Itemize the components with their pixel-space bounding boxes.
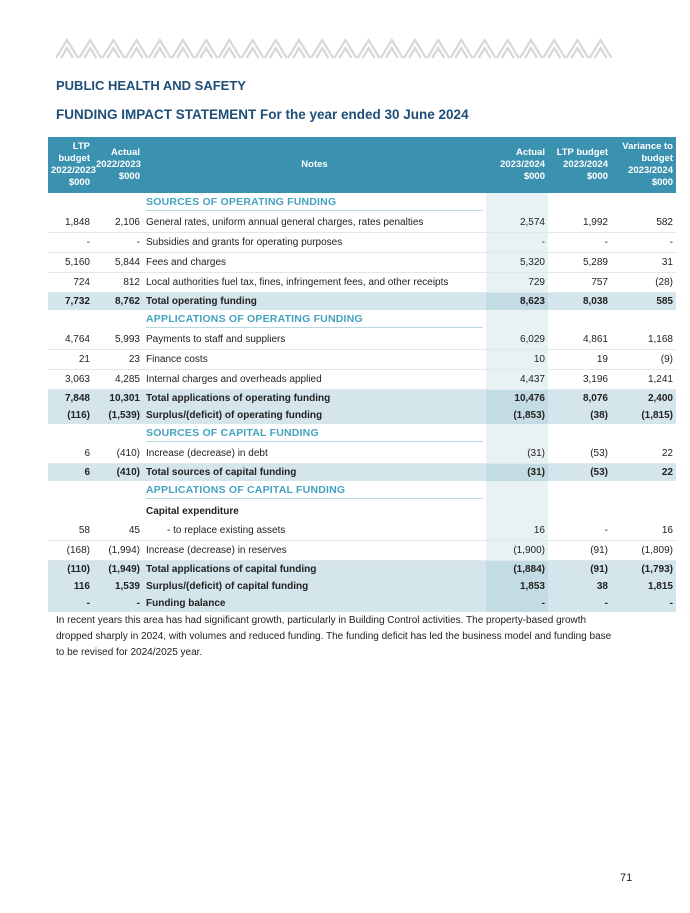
cell-actual-prev: (1,949): [93, 561, 143, 579]
cell-notes: Total applications of operating funding: [143, 390, 486, 408]
cell-variance: (28): [611, 273, 676, 293]
cell-actual-prev: (1,994): [93, 541, 143, 561]
cell-actual-cur: 1,853: [486, 578, 548, 595]
cell-actual-prev: 8,762: [93, 293, 143, 311]
cell-actual-cur: (31): [486, 464, 548, 482]
cell-actual-cur: 16: [486, 521, 548, 541]
cell-variance: -: [611, 233, 676, 253]
cell-notes: Increase (decrease) in reserves: [143, 541, 486, 561]
cell-notes: Capital expenditure: [146, 505, 239, 517]
table-row: [48, 521, 676, 541]
cell-actual-cur: (1,884): [486, 561, 548, 579]
cell-ltp-budget-prev: (110): [48, 561, 93, 579]
cell-ltp-budget-cur: 4,861: [548, 330, 611, 350]
cell-actual-cur: -: [486, 233, 548, 253]
table-header-row: [48, 137, 676, 193]
cell-actual-prev: 23: [93, 350, 143, 370]
cell-ltp-budget-prev: -: [48, 595, 93, 612]
decorative-pattern-banner: [56, 38, 612, 60]
cell-notes: Total operating funding: [143, 293, 486, 311]
table-row: [48, 330, 676, 350]
cell-notes: Surplus/(deficit) of operating funding: [143, 407, 486, 424]
cell-ltp-budget-prev: 5,160: [48, 253, 93, 273]
cell-ltp-budget-cur: (91): [548, 541, 611, 561]
cell-ltp-budget-cur: 19: [548, 350, 611, 370]
cell-variance: 1,815: [611, 578, 676, 595]
cell-variance: [611, 501, 676, 521]
cell-ltp-budget-prev: 21: [48, 350, 93, 370]
section-header-label: APPLICATIONS OF OPERATING FUNDING: [143, 310, 486, 330]
cell-ltp-budget-cur: -: [548, 595, 611, 612]
cell-actual-cur: (1,900): [486, 541, 548, 561]
cell-variance: 22: [611, 464, 676, 482]
cell-ltp-budget-cur: (53): [548, 444, 611, 464]
col-ltp-budget-cur: LTP budget 2023/2024 $000: [548, 137, 611, 193]
funding-impact-table: [48, 137, 676, 612]
cell-variance: 582: [611, 213, 676, 233]
table-row: [48, 350, 676, 370]
cell-notes: Increase (decrease) in debt: [143, 444, 486, 464]
cell-ltp-budget-prev: 7,732: [48, 293, 93, 311]
section-header-row: [48, 424, 676, 444]
page-title: FUNDING IMPACT STATEMENT For the year ended 30 June 2024: [56, 107, 469, 122]
table-row: [48, 213, 676, 233]
cell-ltp-budget-prev: -: [48, 233, 93, 253]
cell-ltp-budget-cur: 1,992: [548, 213, 611, 233]
cell-actual-cur: 4,437: [486, 370, 548, 390]
cell-actual-prev: (410): [93, 464, 143, 482]
cell-ltp-budget-cur: 5,289: [548, 253, 611, 273]
cell-ltp-budget-prev: 6: [48, 464, 93, 482]
cell-variance: 31: [611, 253, 676, 273]
cell-ltp-budget-prev: 4,764: [48, 330, 93, 350]
col-variance: Variance to budget 2023/2024 $000: [611, 137, 676, 193]
cell-notes: Total sources of capital funding: [143, 464, 486, 482]
cell-actual-prev: 812: [93, 273, 143, 293]
cell-notes: Surplus/(deficit) of capital funding: [143, 578, 486, 595]
commentary-text: In recent years this area has had significant growth, particularly in Building Control activities. The property-based growth dropped sharply in 2024, with volumes and reduced funding. The funding deficit has led the business model and funding base to be revised for 2024/2025 year.: [56, 615, 612, 658]
cell-ltp-budget-cur: 757: [548, 273, 611, 293]
cell-ltp-budget-prev: 7,848: [48, 390, 93, 408]
cell-actual-cur: 729: [486, 273, 548, 293]
cell-actual-cur: 10: [486, 350, 548, 370]
cell-ltp-budget-prev: 6: [48, 444, 93, 464]
section-header-row: [48, 193, 676, 213]
cell-notes: Local authorities fuel tax, fines, infringement fees, and other receipts: [143, 273, 486, 293]
section-header-label: SOURCES OF CAPITAL FUNDING: [143, 424, 486, 444]
table-row: [48, 273, 676, 293]
total-row: [48, 464, 676, 482]
cell-notes: Fees and charges: [143, 253, 486, 273]
col-actual-prev: Actual 2022/2023 $000: [93, 137, 143, 193]
cell-variance: 1,168: [611, 330, 676, 350]
cell-actual-cur: 2,574: [486, 213, 548, 233]
cell-ltp-budget-cur: 3,196: [548, 370, 611, 390]
section-header-row: [48, 310, 676, 330]
cell-ltp-budget-prev: (168): [48, 541, 93, 561]
cell-actual-cur: (1,853): [486, 407, 548, 424]
cell-ltp-budget-cur: (53): [548, 464, 611, 482]
cell-ltp-budget-cur: (38): [548, 407, 611, 424]
page-number: 71: [620, 872, 633, 884]
cell-variance: (9): [611, 350, 676, 370]
table-row: [48, 444, 676, 464]
total-row: [48, 561, 676, 579]
cell-notes: Subsidies and grants for operating purposes: [143, 233, 486, 253]
cell-notes: Finance costs: [143, 350, 486, 370]
cell-ltp-budget-prev: (116): [48, 407, 93, 424]
col-notes: Notes: [143, 137, 486, 193]
cell-ltp-budget-cur: 8,076: [548, 390, 611, 408]
cell-actual-prev: 5,844: [93, 253, 143, 273]
cell-ltp-budget-prev: 58: [48, 521, 93, 541]
table-row: [48, 541, 676, 561]
cell-ltp-budget-cur: -: [548, 521, 611, 541]
cell-variance: 1,241: [611, 370, 676, 390]
section-header-row: [48, 481, 676, 501]
cell-variance: 2,400: [611, 390, 676, 408]
cell-ltp-budget-cur: [548, 501, 611, 521]
cell-actual-prev: (1,539): [93, 407, 143, 424]
cell-ltp-budget-prev: 116: [48, 578, 93, 595]
cell-variance: 16: [611, 521, 676, 541]
cell-actual-prev: (410): [93, 444, 143, 464]
total-row: [48, 407, 676, 424]
cell-variance: 585: [611, 293, 676, 311]
cell-actual-cur: (31): [486, 444, 548, 464]
cell-notes: - to replace existing assets: [143, 521, 486, 541]
cell-notes: Funding balance: [143, 595, 486, 612]
cell-actual-cur: -: [486, 595, 548, 612]
total-row: [48, 390, 676, 408]
cell-actual-prev: 1,539: [93, 578, 143, 595]
section-header-label: APPLICATIONS OF CAPITAL FUNDING: [143, 481, 486, 501]
total-row: [48, 595, 676, 612]
cell-actual-prev: -: [93, 595, 143, 612]
cell-notes: Internal charges and overheads applied: [143, 370, 486, 390]
cell-actual-prev: -: [93, 233, 143, 253]
cell-actual-cur: 6,029: [486, 330, 548, 350]
cell-ltp-budget-prev: 1,848: [48, 213, 93, 233]
cell-actual-prev: 10,301: [93, 390, 143, 408]
cell-actual-prev: [93, 501, 143, 521]
cell-actual-prev: 4,285: [93, 370, 143, 390]
cell-notes: Total applications of capital funding: [143, 561, 486, 579]
col-actual-cur: Actual 2023/2024 $000: [486, 137, 548, 193]
total-row: [48, 293, 676, 311]
table-row: [48, 370, 676, 390]
cell-ltp-budget-prev: [48, 501, 93, 521]
cell-actual-cur: 10,476: [486, 390, 548, 408]
cell-actual-cur: 8,623: [486, 293, 548, 311]
cell-variance: 22: [611, 444, 676, 464]
cell-ltp-budget-prev: 3,063: [48, 370, 93, 390]
col-ltp-budget-prev: LTP budget 2022/2023 $000: [48, 137, 93, 193]
section-header-label: SOURCES OF OPERATING FUNDING: [143, 193, 486, 213]
cell-variance: -: [611, 595, 676, 612]
cell-actual-prev: 2,106: [93, 213, 143, 233]
cell-ltp-budget-cur: -: [548, 233, 611, 253]
table-row: [48, 233, 676, 253]
cell-actual-cur: 5,320: [486, 253, 548, 273]
cell-notes: General rates, uniform annual general charges, rates penalties: [143, 213, 486, 233]
table-row: [48, 253, 676, 273]
cell-actual-prev: 5,993: [93, 330, 143, 350]
cell-variance: (1,793): [611, 561, 676, 579]
cell-ltp-budget-prev: 724: [48, 273, 93, 293]
cell-variance: (1,815): [611, 407, 676, 424]
cell-ltp-budget-cur: 8,038: [548, 293, 611, 311]
total-row: [48, 578, 676, 595]
cell-actual-cur: [486, 501, 548, 521]
cell-notes: Payments to staff and suppliers: [143, 330, 486, 350]
cell-ltp-budget-cur: (91): [548, 561, 611, 579]
section-title: PUBLIC HEALTH AND SAFETY: [56, 78, 246, 93]
cell-variance: (1,809): [611, 541, 676, 561]
cell-ltp-budget-cur: 38: [548, 578, 611, 595]
cell-actual-prev: 45: [93, 521, 143, 541]
table-row: [48, 501, 676, 521]
